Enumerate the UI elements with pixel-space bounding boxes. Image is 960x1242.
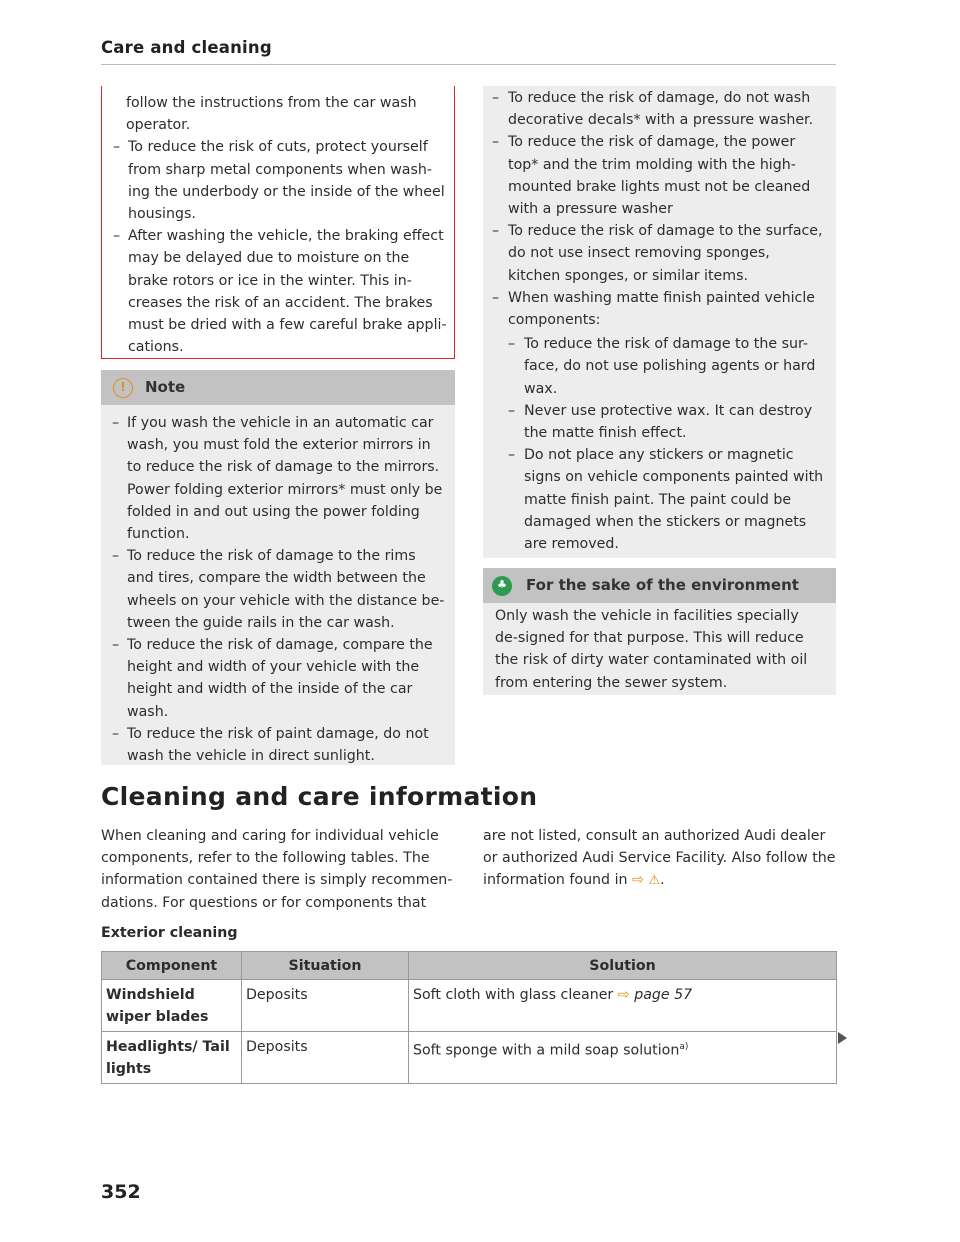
warning-box: [101, 86, 455, 359]
solution-text: Soft cloth with glass cleaner: [413, 987, 614, 1003]
environment-box: [483, 568, 836, 695]
reference-arrow-icon: ⇨: [632, 872, 644, 889]
warning-lead: follow the instructions from the car wash operator.: [126, 95, 417, 134]
intro-right-text: are not listed, consult an authorized Audi dealer or authorized Audi Service Facility. Also follow the information found in: [483, 828, 836, 889]
list-item: – To reduce the risk of damage to the rims and tires, compare the width between the wheels on your vehicle with the distance be-tween the guide rails in the car wash.: [103, 545, 445, 634]
right-note-list: [483, 86, 826, 555]
warning-list: [104, 136, 448, 358]
intro-right-end: .: [660, 872, 665, 889]
table-row: [102, 1032, 837, 1084]
solution-cell: [409, 980, 837, 1032]
sub-list-item: – To reduce the risk of damage to the sur-face, do not use polishing agents or hard wax.: [508, 333, 826, 400]
list-item: – To reduce the risk of damage to the surface, do not use insect removing sponges, kitchen sponges, or similar items.: [483, 220, 826, 287]
column-header-component: Component: [102, 952, 242, 980]
intro-right: [483, 825, 837, 893]
column-header-situation: Situation: [242, 952, 409, 980]
note-list: [103, 412, 445, 767]
table-header-row: [102, 952, 837, 980]
situation-cell: Deposits: [242, 1032, 409, 1084]
sub-list-item: – Never use protective wax. It can destroy the matte finish effect.: [508, 400, 826, 444]
list-item: [483, 287, 826, 555]
table-row: [102, 980, 837, 1032]
column-header-solution: Solution: [409, 952, 837, 980]
matte-finish-sublist: [508, 333, 826, 555]
note-box: [101, 370, 455, 765]
list-item: – To reduce the risk of cuts, protect yourself from sharp metal components when wash-ing the underbody or the inside of the wheel housings.: [104, 136, 448, 225]
section-title: Care and cleaning: [101, 38, 272, 57]
environment-text: Only wash the vehicle in facilities specially de-signed for that purpose. This will reduce the risk of dirty water contaminated with oil from entering the sewer system.: [495, 608, 808, 691]
list-item: – To reduce the risk of damage, the power top* and the trim molding with the high-mounted brake lights must not be cleaned with a pressure washer: [483, 131, 826, 220]
note-header: [101, 370, 455, 405]
environment-header: [483, 568, 836, 603]
note-label: Note: [145, 378, 186, 397]
list-item: – To reduce the risk of damage, compare the height and width of your vehicle with the height and width of the inside of the car wash.: [103, 634, 445, 723]
solution-cell: [409, 1032, 837, 1084]
page-reference-link[interactable]: page 57: [634, 987, 693, 1003]
intro-left: When cleaning and caring for individual vehicle components, refer to the following tables. The information contained there is simply recommen-dations. For questions or for components that: [101, 828, 453, 911]
list-item: – After washing the vehicle, the braking effect may be delayed due to moisture on the brake rotors or ice in the winter. This in-creases the risk of an accident. The brakes must be dried with a few careful brake appli-cations.: [104, 225, 448, 358]
page-number: 352: [101, 1181, 141, 1203]
section-heading: Cleaning and care information: [101, 782, 538, 811]
warning-triangle-icon[interactable]: ⚠: [648, 873, 661, 889]
right-note-box: [483, 86, 836, 558]
continue-arrow-icon: [838, 1032, 847, 1044]
solution-text: Soft sponge with a mild soap solution: [413, 1042, 680, 1059]
environment-label: For the sake of the environment: [526, 576, 799, 595]
exterior-cleaning-title: Exterior cleaning: [101, 925, 238, 941]
exterior-cleaning-table: [101, 951, 837, 1084]
environment-leaf-icon: ♣: [492, 576, 512, 596]
list-item-text: When washing matte finish painted vehicle components:: [508, 289, 815, 329]
component-cell: Headlights/ Tail lights: [102, 1032, 242, 1084]
exclamation-icon: !: [113, 378, 133, 398]
component-cell: Windshield wiper blades: [102, 980, 242, 1032]
reference-arrow-icon: ⇨: [617, 987, 630, 1003]
list-item: – If you wash the vehicle in an automatic car wash, you must fold the exterior mirrors in to reduce the risk of damage to the mirrors. Power folding exterior mirrors* must only be folded in and out using the power folding function.: [103, 412, 445, 545]
footnote-marker: a): [679, 1042, 689, 1052]
header-rule: [101, 64, 836, 65]
situation-cell: Deposits: [242, 980, 409, 1032]
list-item: – To reduce the risk of paint damage, do not wash the vehicle in direct sunlight.: [103, 723, 445, 767]
list-item: – To reduce the risk of damage, do not wash decorative decals* with a pressure washer.: [483, 87, 826, 131]
sub-list-item: – Do not place any stickers or magnetic signs on vehicle components painted with matte finish paint. The paint could be damaged when the stickers or magnets are removed.: [508, 444, 826, 555]
